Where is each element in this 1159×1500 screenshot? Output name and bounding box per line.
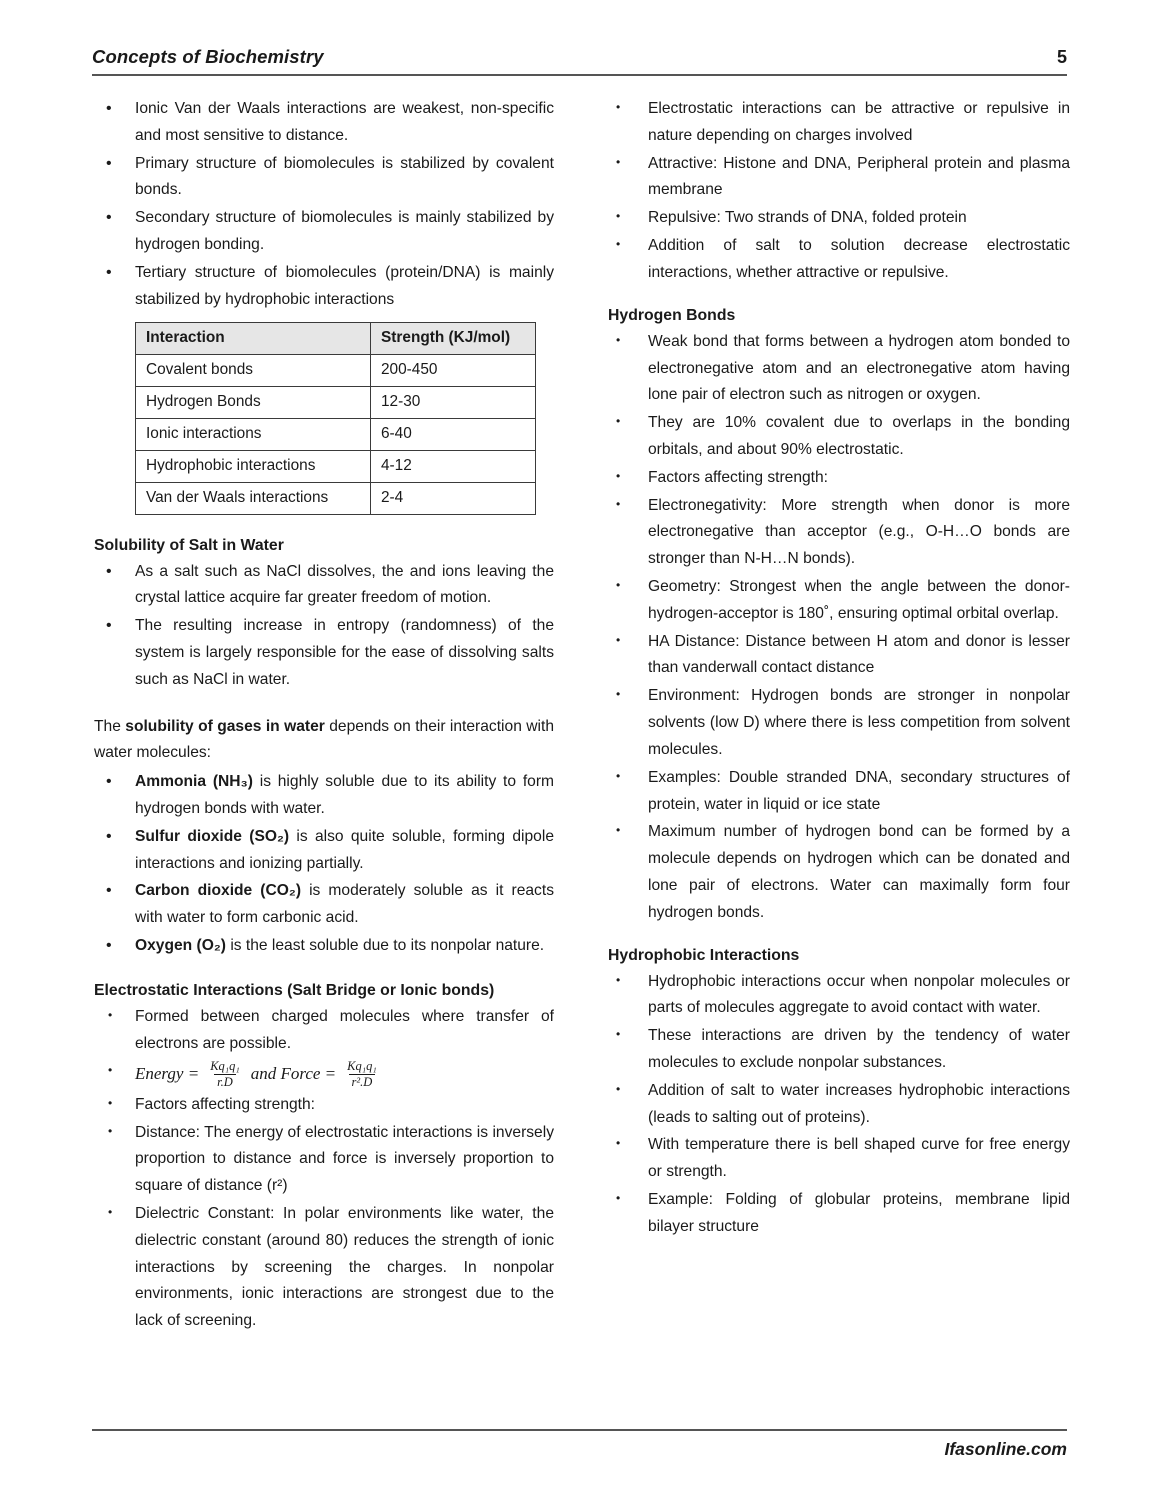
list-item: • Hydrophobic interactions occur when nonpolar molecules or parts of molecules aggregate to avoid contact with water.	[608, 969, 1070, 1023]
cell-interaction: Covalent bonds	[136, 354, 371, 386]
list-item-text: is highly soluble due to its ability to form hydrogen bonds with water.	[135, 773, 555, 817]
formula-energy-denominator: r.D	[214, 1074, 236, 1091]
list-item: • Electrostatic interactions can be attractive or repulsive in nature depending on charges involved	[608, 96, 1070, 150]
list-item: • Factors affecting strength:	[92, 1092, 554, 1119]
list-item-text: is moderately soluble as it reacts with water to form carbonic acid.	[135, 882, 554, 927]
list-item: • Maximum number of hydrogen bond can be formed by a molecule depends on hydrogen which can be donated and lone pair of electrons. Water can maximally form four hydrogen bonds.	[608, 819, 1070, 926]
list-item	[92, 933, 554, 960]
table-row	[136, 450, 536, 482]
formula-force-denominator: r².D	[349, 1074, 376, 1091]
page-footer	[92, 1429, 1067, 1460]
gases-intro-bold: solubility of gases in water	[125, 717, 325, 735]
list-item: • Primary structure of biomolecules is stabilized by covalent bonds.	[92, 151, 554, 205]
list-item: • The resulting increase in entropy (randomness) of the system is largely responsible for the ease of dissolving salts such as NaCl in water.	[92, 613, 554, 693]
list-item: • Electronegativity: More strength when donor is more electronegative than acceptor (e.g., O-H…O bonds are stronger than N-H…N bonds).	[608, 493, 1070, 573]
list-item	[92, 824, 554, 878]
formula-energy-label: • Energy =	[135, 1064, 200, 1084]
list-item-term: Carbon dioxide (CO₂)	[135, 882, 302, 900]
list-item: • Addition of salt to water increases hydrophobic interactions (leads to salting out of proteins).	[608, 1078, 1070, 1132]
table-row	[136, 354, 536, 386]
list-item: • Tertiary structure of biomolecules (protein/DNA) is mainly stabilized by hydrophobic interactions	[92, 260, 554, 314]
column-header-strength: Strength (KJ/mol)	[371, 322, 536, 354]
list-item: • Dielectric Constant: In polar environments like water, the dielectric constant (around 80) reduces the strength of ionic interactions by screening the charges. In nonpolar environments, ionic interactions are strongest due to the lack of screening.	[92, 1201, 554, 1335]
list-item: • Environment: Hydrogen bonds are stronger in nonpolar solvents (low D) where there is less competition from solvent molecules.	[608, 683, 1070, 763]
gases-intro-suffix: depends on their interaction with water molecules:	[94, 717, 554, 762]
table-row	[136, 482, 536, 514]
list-item: • Attractive: Histone and DNA, Peripheral protein and plasma membrane	[608, 151, 1070, 205]
left-column	[92, 96, 554, 1336]
list-item: • Repulsive: Two strands of DNA, folded protein	[608, 205, 1070, 232]
formula-energy-fraction	[207, 1059, 243, 1091]
list-item: • These interactions are driven by the tendency of water molecules to exclude nonpolar substances.	[608, 1023, 1070, 1077]
section-heading-hydrophobic: Hydrophobic Interactions	[608, 946, 800, 964]
cell-interaction: Ionic interactions	[136, 418, 371, 450]
list-item: • Addition of salt to solution decrease electrostatic interactions, whether attractive or repulsive.	[608, 233, 1070, 287]
list-item: • Examples: Double stranded DNA, secondary structures of protein, water in liquid or ice state	[608, 765, 1070, 819]
cell-strength: 200-450	[371, 354, 536, 386]
interaction-strength-table	[135, 322, 536, 515]
formula-force-numerator: Kq₁q₁	[347, 1058, 377, 1073]
list-item: • Formed between charged molecules where transfer of electrons are possible.	[92, 1004, 554, 1058]
column-header-interaction: Interaction	[136, 322, 371, 354]
section-heading-solubility-salt: Solubility of Salt in Water	[94, 536, 284, 554]
list-item: • As a salt such as NaCl dissolves, the and ions leaving the crystal lattice acquire far greater freedom of motion.	[92, 559, 554, 613]
cell-strength: 2-4	[371, 482, 536, 514]
list-item-text: is the least soluble due to its nonpolar nature.	[225, 937, 545, 955]
footer-site-name: Ifasonline.com	[944, 1439, 1067, 1459]
table-row	[136, 418, 536, 450]
list-item-term: Oxygen (O₂)	[135, 937, 226, 955]
list-item: • Distance: The energy of electrostatic interactions is inversely proportion to distance and force is inversely proportion to square of distance (r²)	[92, 1120, 554, 1200]
header-title: Concepts of Biochemistry	[92, 46, 324, 67]
list-item	[92, 878, 554, 932]
gases-bullet-list	[92, 769, 554, 960]
two-column-body	[92, 96, 1070, 1336]
cell-strength: 4-12	[371, 450, 536, 482]
cell-interaction: Hydrophobic interactions	[136, 450, 371, 482]
list-item: • Example: Folding of globular proteins, membrane lipid bilayer structure	[608, 1187, 1070, 1241]
hydrophobic-bullet-list	[608, 969, 1070, 1241]
list-item: • Geometry: Strongest when the angle between the donor-hydrogen-acceptor is 180˚, ensuring optimal orbital overlap.	[608, 574, 1070, 628]
section-heading-electrostatic: Electrostatic Interactions (Salt Bridge or Ionic bonds)	[94, 981, 495, 999]
cell-interaction: Van der Waals interactions	[136, 482, 371, 514]
list-item: • Ionic Van der Waals interactions are weakest, non-specific and most sensitive to distance.	[92, 96, 554, 150]
list-item-text: is also quite soluble, forming dipole interactions and ionizing partially.	[135, 827, 554, 872]
gases-intro-paragraph	[92, 714, 554, 768]
cell-strength: 12-30	[371, 386, 536, 418]
hydrogen-bonds-bullet-list	[608, 329, 1070, 927]
list-item: • Secondary structure of biomolecules is mainly stabilized by hydrogen bonding.	[92, 205, 554, 259]
right-column	[608, 96, 1070, 1336]
cell-strength: 6-40	[371, 418, 536, 450]
solubility-bullet-list	[92, 559, 554, 694]
list-item: • Factors affecting strength:	[608, 465, 1070, 492]
formula-energy-numerator: Kq₁q₁	[210, 1058, 240, 1073]
page-header	[92, 46, 1067, 76]
list-item: • With temperature there is bell shaped curve for free energy or strength.	[608, 1132, 1070, 1186]
section-heading-hydrogen-bonds: Hydrogen Bonds	[608, 306, 736, 324]
list-item: • Weak bond that forms between a hydrogen atom bonded to electronegative atom and an electronegative atom having lone pair of electron such as nitrogen or oxygen.	[608, 329, 1070, 409]
electrostatic-bullet-list-before	[92, 1004, 554, 1335]
list-item: • They are 10% covalent due to overlaps in the bonding orbitals, and about 90% electrostatic.	[608, 410, 1070, 464]
list-item-term: Ammonia (NH₃)	[135, 773, 253, 791]
list-item	[92, 769, 554, 823]
table-header-row	[136, 322, 536, 354]
list-item: • HA Distance: Distance between H atom and donor is lesser than vanderwall contact distance	[608, 629, 1070, 683]
cell-interaction: Hydrogen Bonds	[136, 386, 371, 418]
page-number: 5	[1056, 47, 1067, 67]
right-top-bullet-list	[608, 96, 1070, 287]
formula-and-force-label: and Force =	[250, 1064, 337, 1084]
electrostatic-formula	[135, 1059, 554, 1091]
list-item-term: Sulfur dioxide (SO₂)	[135, 827, 290, 845]
formula-force-fraction	[344, 1059, 380, 1091]
left-top-bullet-list	[92, 96, 554, 314]
gases-intro-prefix: The	[94, 717, 126, 735]
table-row	[136, 386, 536, 418]
list-item-formula	[92, 1059, 554, 1091]
